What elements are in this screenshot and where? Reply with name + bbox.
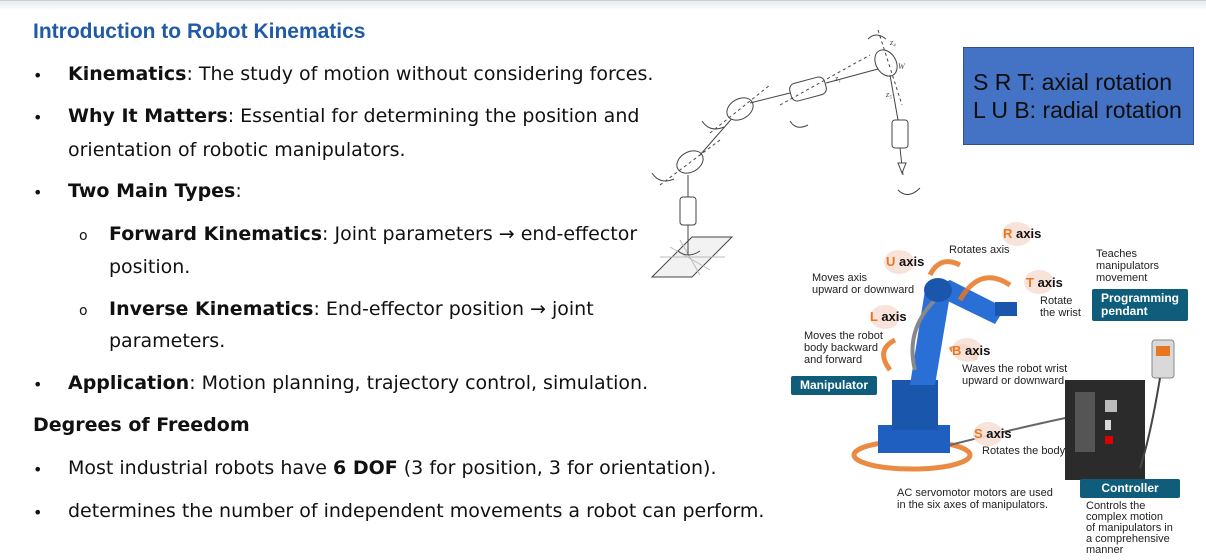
servo-desc-2: in the six axes of manipulators. — [897, 499, 1049, 511]
controller-desc-4: a comprehensive — [1086, 533, 1170, 545]
bullet-icon: • — [33, 503, 43, 522]
b-axis-desc-2: upward or downward — [962, 375, 1065, 387]
slide-top-border — [0, 0, 1206, 11]
bullet-kinematics: Kinematics: The study of motion without considering forces. — [68, 63, 654, 85]
sub-bullet-icon: o — [79, 228, 88, 244]
sub-bullet-inverse-kinematics: Inverse Kinematics: End-effector position → joint — [109, 298, 594, 320]
servo-desc-1: AC servomotor motors are used — [897, 487, 1053, 499]
label-z1: z₁ — [835, 74, 841, 83]
label-z5: z₅ — [886, 90, 892, 99]
bullet-why-it-matters: Why It Matters: Essential for determining the position and — [68, 105, 640, 127]
bullet-icon: • — [33, 66, 43, 85]
programming-pendant-tag: Programming pendant — [1092, 289, 1188, 321]
l-axis-label: L axis — [870, 309, 907, 324]
bullet-why-it-matters-cont: orientation of robotic manipulators. — [68, 139, 406, 161]
sub-bullet-icon: o — [79, 303, 88, 319]
label-w: W — [898, 62, 905, 71]
u-axis-desc-1: Moves axis — [812, 272, 868, 284]
bullet-icon: • — [33, 108, 43, 127]
l-axis-desc-1: Moves the robot — [804, 330, 883, 342]
bullet-application: Application: Motion planning, trajectory control, simulation. — [68, 372, 649, 394]
pendant-desc-3: movement — [1096, 272, 1148, 284]
sub-bullet-forward-cont: position. — [109, 256, 191, 278]
note-line-axial: S R T: axial rotation — [973, 69, 1173, 95]
r-axis-label: R axis — [1003, 226, 1042, 241]
controller-desc-2: complex motion — [1086, 511, 1164, 523]
pendant-desc-1: Teaches — [1096, 248, 1137, 260]
u-axis-desc-2: upward or downward — [812, 284, 915, 296]
t-axis-desc-2: the wrist — [1040, 307, 1081, 319]
b-axis-label: B axis — [952, 343, 991, 358]
s-axis-desc: Rotates the body — [982, 445, 1066, 457]
controller-desc-3: of manipulators in — [1086, 522, 1173, 534]
bullet-icon: • — [33, 183, 43, 202]
controller-desc-5: manner — [1086, 544, 1124, 556]
slide-title: Introduction to Robot Kinematics — [33, 20, 366, 43]
sub-bullet-forward-kinematics: Forward Kinematics: Joint parameters → end-effector — [109, 223, 638, 245]
r-axis-desc: Rotates axis — [949, 244, 1010, 256]
bullet-dof: Most industrial robots have 6 DOF (3 for position, 3 for orientation). — [68, 457, 717, 479]
note-line-radial: L U B: radial rotation — [973, 97, 1182, 123]
controller-tag: Controller — [1080, 479, 1180, 498]
b-axis-desc-1: Waves the robot wrist — [962, 363, 1068, 375]
l-axis-desc-2: body backward — [804, 342, 878, 354]
axis-note-box — [963, 47, 1194, 145]
pendant-desc-2: manipulators — [1096, 260, 1159, 272]
u-axis-label: U axis — [886, 254, 925, 269]
bullet-dof-determines: determines the number of independent movements a robot can perform. — [68, 500, 765, 522]
manipulator-tag: Manipulator — [791, 376, 877, 395]
s-axis-label: S axis — [974, 426, 1012, 441]
l-axis-desc-3: and forward — [804, 354, 863, 366]
t-axis-desc-1: Rotate — [1040, 295, 1073, 307]
bullet-icon: • — [33, 460, 43, 479]
controller-desc-1: Controls the — [1086, 500, 1146, 512]
t-axis-label: T axis — [1026, 275, 1063, 290]
label-z4: z₄ — [890, 38, 896, 47]
section-degrees-of-freedom: Degrees of Freedom — [33, 414, 250, 436]
bullet-icon: • — [33, 375, 43, 394]
bullet-two-main-types: Two Main Types: — [68, 180, 242, 202]
sub-bullet-inverse-cont: parameters. — [109, 330, 226, 352]
